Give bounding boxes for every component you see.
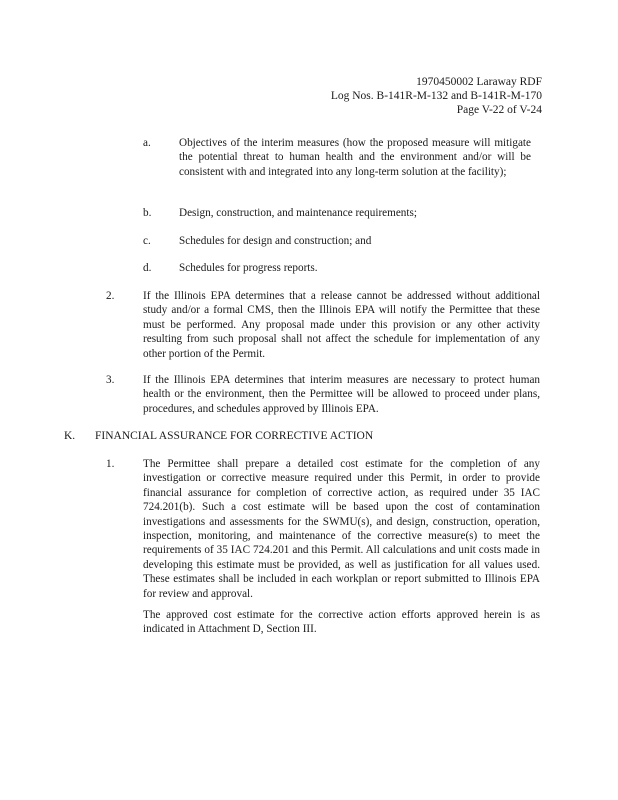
item-label-2: 2. (106, 290, 115, 302)
facility-id-line: 1970450002 Laraway RDF (416, 76, 542, 88)
sub-item-label-b: b. (143, 207, 152, 219)
section-item-label-1: 1. (106, 458, 115, 470)
page-header (331, 75, 542, 117)
section-title: FINANCIAL ASSURANCE FOR CORRECTIVE ACTION (95, 430, 374, 442)
item-text-3: If the Illinois EPA determines that interim measures are necessary to protect human health or the environment, then the Permittee will be allowed to proceed under plans, procedures, and schedules approved by Illinois EPA. (143, 374, 540, 415)
section-letter: K. (64, 430, 76, 442)
sub-item-label-a: a. (143, 137, 151, 149)
sub-item-text-b: Design, construction, and maintenance requirements; (179, 207, 417, 219)
sub-item-text-d: Schedules for progress reports. (179, 262, 318, 274)
item-text-2: If the Illinois EPA determines that a release cannot be addressed without additional study and/or a formal CMS, then the Illinois EPA will notify the Permittee that these must be performed. Any proposal made under this provision or any other activity resulting from such proposal shall not affect the schedule for implementation of any other portion of the Permit. (143, 290, 540, 360)
sub-item-label-c: c. (143, 235, 151, 247)
item-label-3: 3. (106, 374, 115, 386)
section-item-text-1: The Permittee shall prepare a detailed cost estimate for the completion of any investigation or corrective measure required under this Permit, in order to provide financial assurance for completion of corrective action, as required under 35 IAC 724.201(b). Such a cost estimate will be based upon the cost of contamination investigations and assessments for the SWMU(s), and design, construction, operation, inspection, monitoring, and maintenance of the corrective measure(s) to meet the requirements of 35 IAC 724.201 and this Permit. All calculations and unit costs made in developing this estimate must be provided, as well as justification for all values used. These estimates shall be included in each workplan or report submitted to Illinois EPA for review and approval. (143, 458, 540, 600)
sub-item-text-c: Schedules for design and construction; and (179, 235, 372, 247)
sub-item-text-a: Objectives of the interim measures (how the proposed measure will mitigate the potential threat to human health and the environment and/or will be consistent with and integrated into any long-term solution at the facility); (179, 137, 531, 178)
section-item-paragraph-2: The approved cost estimate for the corrective action efforts approved herein is as indicated in Attachment D, Section III. (143, 609, 540, 636)
sub-item-label-d: d. (143, 262, 152, 274)
page-number-line: Page V-22 of V-24 (456, 104, 542, 116)
log-numbers-line: Log Nos. B-141R-M-132 and B-141R-M-170 (330, 90, 542, 102)
